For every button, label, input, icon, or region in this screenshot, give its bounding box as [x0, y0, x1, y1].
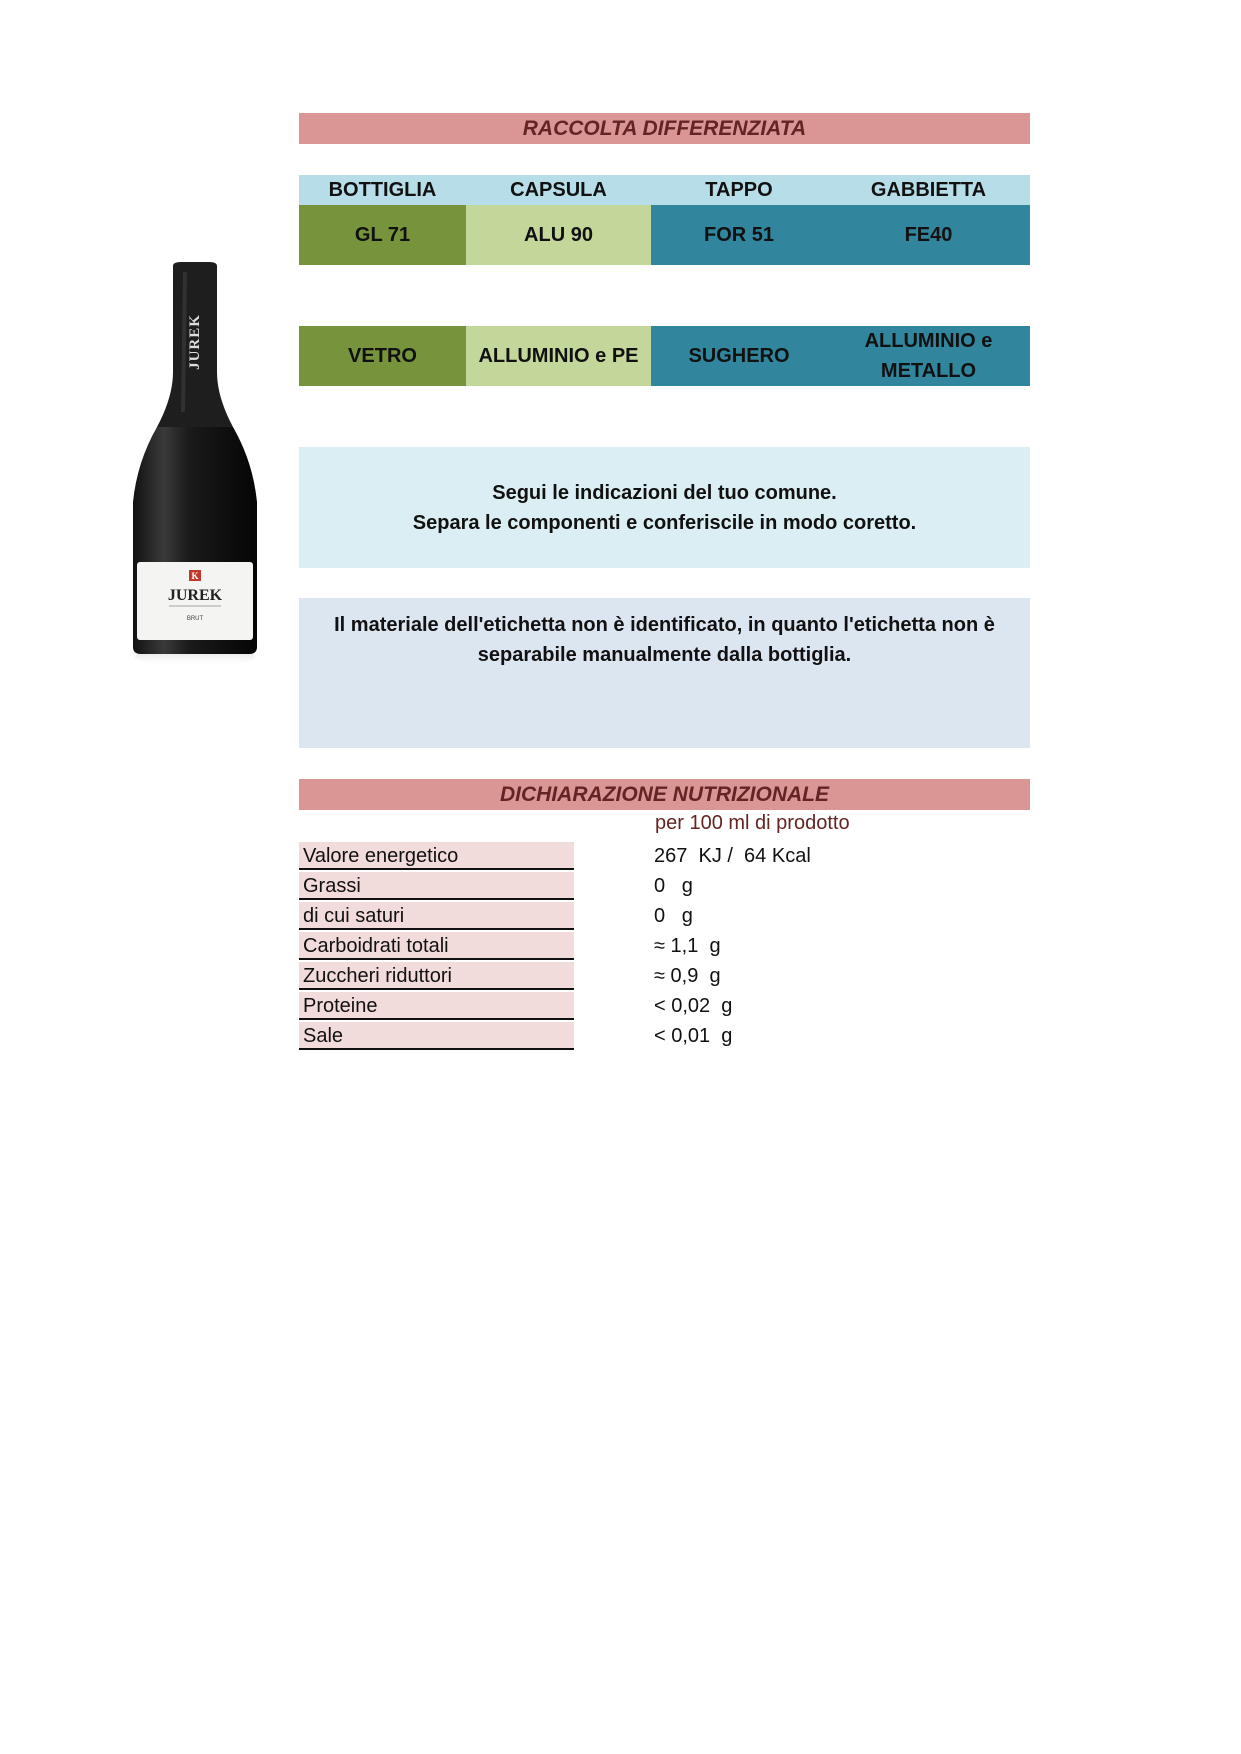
label-brand: JUREK — [167, 587, 223, 604]
material-gabbietta: ALLUMINIO e METALLO — [827, 326, 1030, 386]
nutrition-value: 267 KJ / 64 Kcal — [654, 845, 811, 867]
col-tappo: TAPPO — [705, 178, 773, 201]
recycling-title: RACCOLTA DIFFERENZIATA — [299, 113, 1030, 144]
nutrition-value: < 0,01 g — [654, 1025, 733, 1047]
col-bottiglia: BOTTIGLIA — [328, 178, 437, 201]
nutrition-row — [299, 962, 859, 992]
code-bottiglia: GL 71 — [299, 205, 466, 265]
nutrition-label: Proteine — [299, 992, 574, 1020]
material-tappo: SUGHERO — [651, 326, 827, 386]
instructions-box — [299, 447, 1030, 568]
neck-brand: JUREK — [187, 314, 203, 370]
nutrition-value: 0 g — [654, 875, 693, 897]
instructions-line-2: Separa le componenti e conferiscile in modo coretto. — [412, 511, 917, 534]
wine-bottle-image — [125, 262, 265, 682]
nutrition-value: ≈ 1,1 g — [654, 935, 721, 957]
material-capsula: ALLUMINIO e PE — [466, 326, 651, 386]
label-note-line-1: Il materiale dell'etichetta non è identificato, in quanto l'etichetta non è — [334, 614, 995, 636]
nutrition-row — [299, 872, 859, 902]
component-header-row — [299, 175, 1030, 205]
nutrition-label: Sale — [299, 1022, 574, 1050]
col-gabbietta: GABBIETTA — [870, 178, 987, 201]
nutrition-value: ≈ 0,9 g — [654, 965, 721, 987]
instructions-line-1: Segui le indicazioni del tuo comune. — [492, 481, 837, 504]
nutrition-label: Valore energetico — [299, 842, 574, 870]
codes-row — [299, 205, 1030, 265]
svg-text:K: K — [191, 571, 199, 581]
nutrition-title: DICHIARAZIONE NUTRIZIONALE — [299, 779, 1030, 810]
code-tappo: FOR 51 — [651, 205, 827, 265]
nutrition-per-unit: per 100 ml di prodotto — [655, 812, 850, 834]
nutrition-row — [299, 902, 859, 932]
nutrition-row — [299, 842, 859, 872]
nutrition-label: Grassi — [299, 872, 574, 900]
nutrition-label: di cui saturi — [299, 902, 574, 930]
label-note-line-2: separabile manualmente dalla bottiglia. — [477, 644, 852, 666]
nutrition-row — [299, 992, 859, 1022]
nutrition-label: Carboidrati totali — [299, 932, 574, 960]
col-capsula: CAPSULA — [510, 178, 607, 201]
nutrition-value: < 0,02 g — [654, 995, 733, 1017]
code-gabbietta: FE40 — [827, 205, 1030, 265]
materials-row — [299, 326, 1030, 386]
nutrition-row — [299, 932, 859, 962]
nutrition-value: 0 g — [654, 905, 693, 927]
nutrition-label: Zuccheri riduttori — [299, 962, 574, 990]
code-capsula: ALU 90 — [466, 205, 651, 265]
nutrition-row — [299, 1022, 859, 1052]
label-sub: BRUT — [186, 616, 204, 622]
material-bottiglia: VETRO — [299, 326, 466, 386]
label-note-box — [299, 598, 1030, 748]
